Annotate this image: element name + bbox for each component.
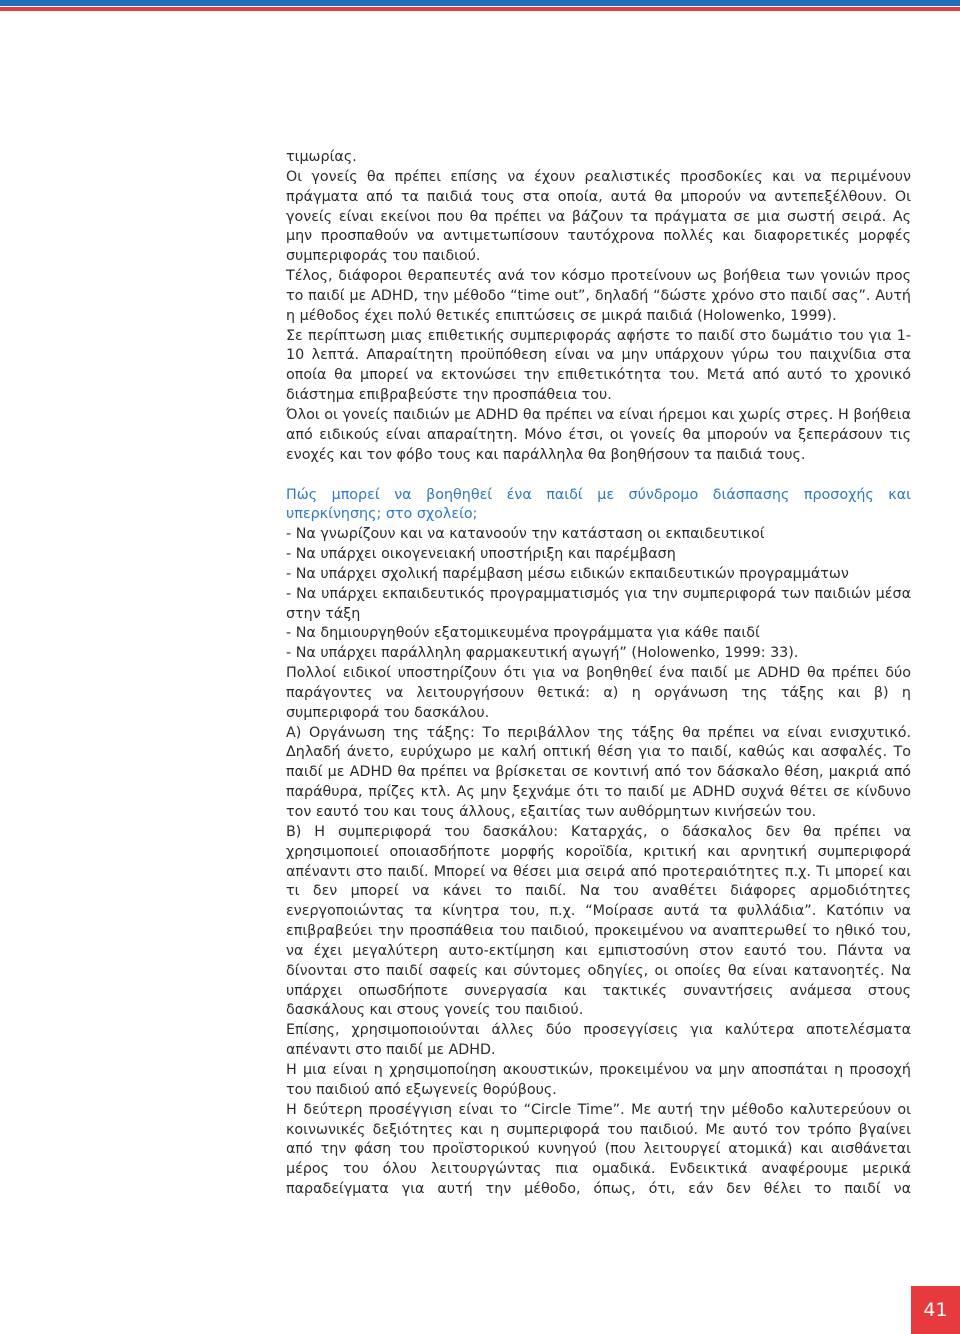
body-paragraph: τιμωρίας. [286,149,357,165]
list-item: - Να δημιουργηθούν εξατομικευμένα προγράμματα για κάθε παιδί [286,625,760,642]
page-body [286,148,911,1200]
section-spacer [286,466,911,486]
body-paragraph: Β) Η συμπεριφορά του δασκάλου: Καταρχάς, ο δάσκαλος δεν θα πρέπει να χρησιμοποιεί οποιασδήποτε μορφής κοροϊδία, κριτική και αρνητική συμπεριφορά απέναντι στο παιδί. Μπορεί να θέσει μια σειρά από προτεραιότητες π.χ. Τι μπορεί και τι δεν μπορεί να κάνει το παιδί. Να του αναθέτει διάφορες αρμοδιότητες ενεργοποιώντας τα κίνητρα του, π.χ. “Μοίρασε αυτά τα φυλλάδια”. Κατόπιν να επιβραβεύει την προσπάθεια του παιδιού, προκειμένου να αναπτερωθεί το ηθικό του, να έχει μεγαλύτερη αυτο-εκτίμηση και εμπιστοσύνη στον εαυτό του. Πάντα να δίνονται στο παιδί σαφείς και σύντομες οδηγίες, οι οποίες θα είναι κατανοητές. Να υπάρχει οπωσδήποτε συνεργασία και τακτικές συναντήσεις ανάμεσα στους δασκάλους και στους γονείς του παιδιού. [286,823,911,1019]
body-paragraph: Η μια είναι η χρησιμοποίηση ακουστικών, προκειμένου να μην αποσπάται η προσοχή του παιδιού από εξωγενείς θορύβους. [286,1061,911,1098]
list-item: - Να υπάρχει οικογενειακή υποστήριξη και παρέμβαση [286,546,676,563]
body-paragraph: Α) Οργάνωση της τάξης: Το περιβάλλον της τάξης θα πρέπει να είναι ενισχυτικό. Δηλαδή άνετο, ευρύχωρο με καλή οπτική θέση για το παιδί, καθώς και ασφαλές. Το παιδί με ADHD θα πρέπει να βρίσκεται σε κοντινή από τον δάσκαλο θέση, μακριά από παράθυρα, πρίζες κτλ. Ας μην ξεχνάμε ότι το παιδί με ADHD συχνά θέτει σε κίνδυνο τον εαυτό του και τους άλλους, εξαιτίας των αυθόρμητων κινήσεών του. [286,724,911,820]
body-paragraph: Πολλοί ειδικοί υποστηρίζουν ότι για να βοηθηθεί ένα παιδί με ADHD θα πρέπει δύο παράγοντες να λειτουργήσουν θετικά: α) η οργάνωση της τάξης και β) η συμπεριφορά του δασκάλου. [286,665,911,721]
section-heading: Πώς μπορεί να βοηθηθεί ένα παιδί με σύνδρομο διάσπασης προσοχής και υπερκίνησης; στο σχολείο; [286,486,911,523]
list-item: - Να υπάρχει σχολική παρέμβαση μέσω ειδικών εκπαιδευτικών προγραμμάτων [286,565,849,582]
page-number-badge [911,1286,960,1334]
list-item: - Να γνωρίζουν και να κατανοούν την κατάσταση οι εκπαιδευτικοί [286,526,765,543]
header-color-bar [0,0,960,11]
body-paragraph: Επίσης, χρησιμοποιούνται άλλες δύο προσεγγίσεις για καλύτερα αποτελέσματα απέναντι στο παιδί με ADHD. [286,1022,911,1059]
page-number: 41 [923,1299,948,1321]
body-paragraph: Σε περίπτωση μιας επιθετικής συμπεριφοράς αφήστε το παιδί στο δωμάτιο του για 1-10 λεπτά. Απαραίτητη προϋπόθεση είναι να μην υπάρχουν γύρω του παιχνίδια στα οποία θα μπορεί να εκτονώσει την επιθετικότητα του. Μετά από αυτό το χρονικό διάστημα επιβραβεύστε την προσπάθεια του. [286,327,911,404]
body-paragraph: Όλοι οι γονείς παιδιών με ADHD θα πρέπει να είναι ήρεμοι και χωρίς στρες. Η βοήθεια από ειδικούς είναι απαραίτητη. Μόνο έτσι, οι γονείς θα μπορούν να ξεπεράσουν τις ενοχές και τον φόβο τους και παράλληλα θα βοηθήσουν τα παιδιά τους. [286,406,911,463]
list-item: - Να υπάρχει παράλληλη φαρμακευτική αγωγή” (Holowenko, 1999: 33). [286,645,799,662]
body-paragraph: Τέλος, διάφοροι θεραπευτές ανά τον κόσμο προτείνουν ως βοήθεια των γονιών προς το παιδί με ADHD, την μέθοδο “time out”, δηλαδή “δώστε χρόνο στο παιδί σας”. Αυτή η μέθοδος έχει πολύ θετικές επιπτώσεις σε μικρά παιδιά (Holowenko, 1999). [286,268,911,324]
body-paragraph: Οι γονείς θα πρέπει επίσης να έχουν ρεαλιστικές προσδοκίες και να περιμένουν πράγματα από τα παιδιά τους στα οποία, αυτά θα μπορούν να αντεπεξέλθουν. Οι γονείς είναι εκείνοι που θα πρέπει να βάζουν τα πράγματα σε μια σωστή σειρά. Ας μην προσπαθούν να αντιμετωπίσουν ταυτόχρονα πολλές και διαφορετικές μορφές συμπεριφοράς του παιδιού. [286,168,911,265]
list-item: - Να υπάρχει εκπαιδευτικός προγραμματισμός για την συμπεριφορά των παιδιών μέσα στην τάξη [286,585,911,622]
body-paragraph: Η δεύτερη προσέγγιση είναι το “Circle Time”. Με αυτή την μέθοδο καλυτερεύουν οι κοινωνικές δεξιότητες και η συμπεριφορά του παιδιού. Με αυτό τον τρόπο βγαίνει από την φάση του προϊστορικού κυνηγού (που λειτουργεί ατομικά) και αισθάνεται μέρος του όλου λειτουργώντας πια ομαδικά. Ενδεικτικά αναφέρουμε μερικά παραδείγματα για αυτή την μέθοδο, όπως, ότι, εάν δεν θέλει το παιδί να [286,1101,911,1198]
